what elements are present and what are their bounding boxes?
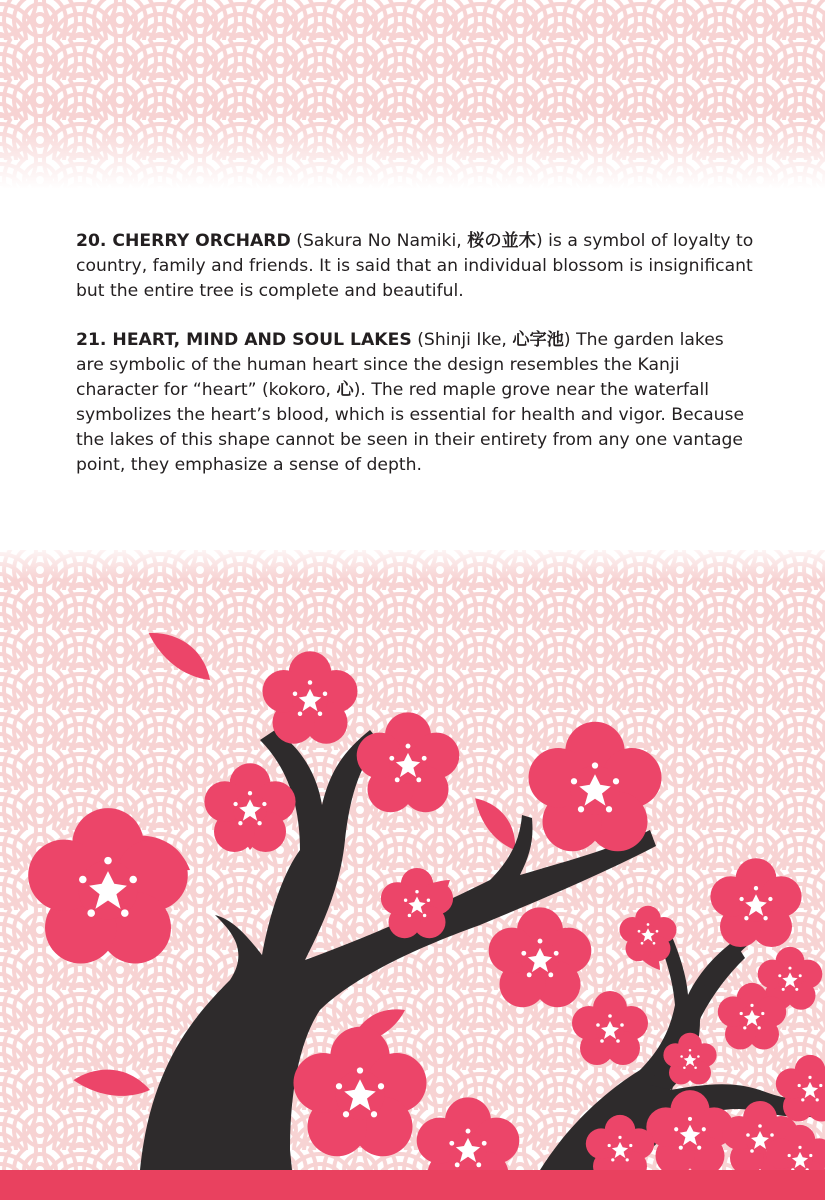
kanji-text: 心 [336, 380, 354, 400]
kanji-text: 桜の並木 [467, 231, 536, 251]
top-band-fade [0, 120, 825, 190]
text-block [76, 229, 756, 502]
kanji-text: 心字池 [512, 330, 564, 350]
entry-paren-close: ) [563, 330, 571, 350]
entry-cherry-orchard [76, 229, 756, 304]
entry-paren-open: (Sakura No Namiki, [290, 231, 468, 251]
entry-body: The garden lakes are symbolic of the human heart since the design resembles the Kanji character for “heart” (kokoro, [76, 330, 724, 400]
cherry-blossom-branch-icon [0, 550, 825, 1200]
entry-title: 21. HEART, MIND AND SOUL LAKES [76, 330, 412, 350]
entry-paren-open: (Shinji Ike, [411, 330, 513, 350]
footer-bar [0, 1170, 825, 1200]
entry-body: is a symbol of loyalty to country, family and friends. It is said that an individual blossom is insignificant but the entire tree is complete and beautiful. [76, 231, 754, 301]
entry-body: ). The red maple grove near the waterfall symbolizes the heart’s blood, which is essential for health and vigor. Because the lakes of this shape cannot be seen in their entirety from any one vantage point, they emphasize a sense of depth. [76, 380, 745, 475]
entry-paren-close: ) [535, 231, 543, 251]
blossoms [28, 651, 825, 1197]
entry-title: 20. CHERRY ORCHARD [76, 231, 291, 251]
entry-heart-mind-soul-lakes [76, 328, 756, 478]
